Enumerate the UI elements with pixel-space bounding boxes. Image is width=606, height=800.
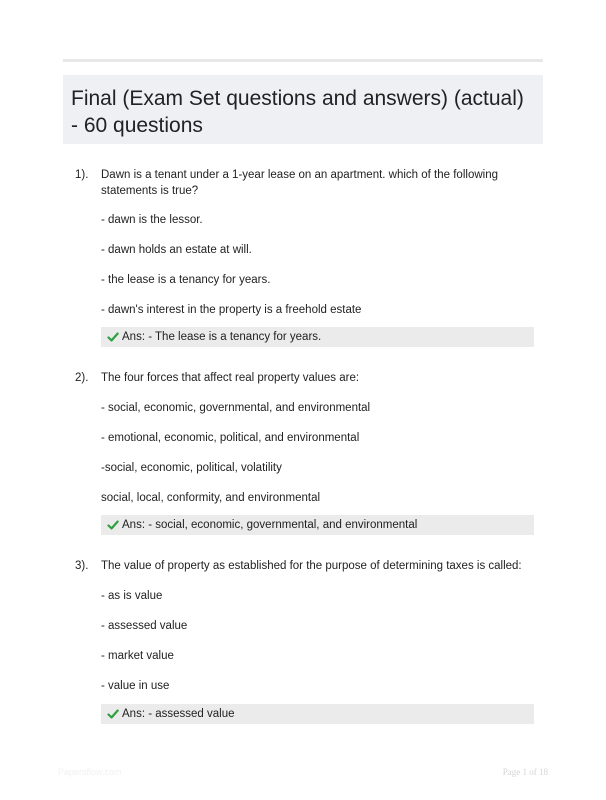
question-text: The value of property as established for the purpose of determining taxes is called:	[101, 560, 522, 572]
option-c: - market value	[101, 650, 174, 662]
option-c: - the lease is a tenancy for years.	[101, 274, 271, 286]
page-number: Page 1 of 18	[502, 767, 548, 777]
option-b: - emotional, economic, political, and environmental	[101, 432, 360, 444]
option-d: - value in use	[101, 680, 170, 692]
question-text: Dawn is a tenant under a 1-year lease on an apartment. which of the following statements is true?	[101, 169, 498, 197]
answer-text: Ans: - The lease is a tenancy for years.	[122, 331, 322, 343]
check-icon	[107, 331, 119, 343]
answer-text: Ans: - assessed value	[122, 708, 235, 720]
option-a: - dawn is the lessor.	[101, 214, 203, 226]
option-d: social, local, conformity, and environmental	[101, 492, 321, 504]
check-icon	[107, 519, 119, 531]
top-divider	[63, 59, 543, 62]
question-number: 1).	[75, 169, 89, 181]
answer-box	[101, 515, 534, 535]
page-title: Final (Exam Set questions and answers) (actual) - 60 questions	[71, 87, 524, 137]
check-icon	[107, 708, 119, 720]
option-b: - assessed value	[101, 620, 188, 632]
title-banner	[63, 75, 543, 144]
option-c: -social, economic, political, volatility	[101, 462, 282, 474]
option-a: - social, economic, governmental, and environmental	[101, 402, 371, 414]
footer-watermark: Papersflow.com	[58, 767, 122, 777]
answer-text: Ans: - social, economic, governmental, and environmental	[122, 519, 418, 531]
option-a: - as is value	[101, 590, 163, 602]
question-text: The four forces that affect real property values are:	[101, 372, 360, 384]
answer-box	[101, 704, 534, 724]
question-number: 2).	[75, 372, 89, 384]
question-number: 3).	[75, 560, 89, 572]
option-b: - dawn holds an estate at will.	[101, 244, 252, 256]
option-d: - dawn's interest in the property is a freehold estate	[101, 304, 362, 316]
answer-box	[101, 327, 534, 347]
